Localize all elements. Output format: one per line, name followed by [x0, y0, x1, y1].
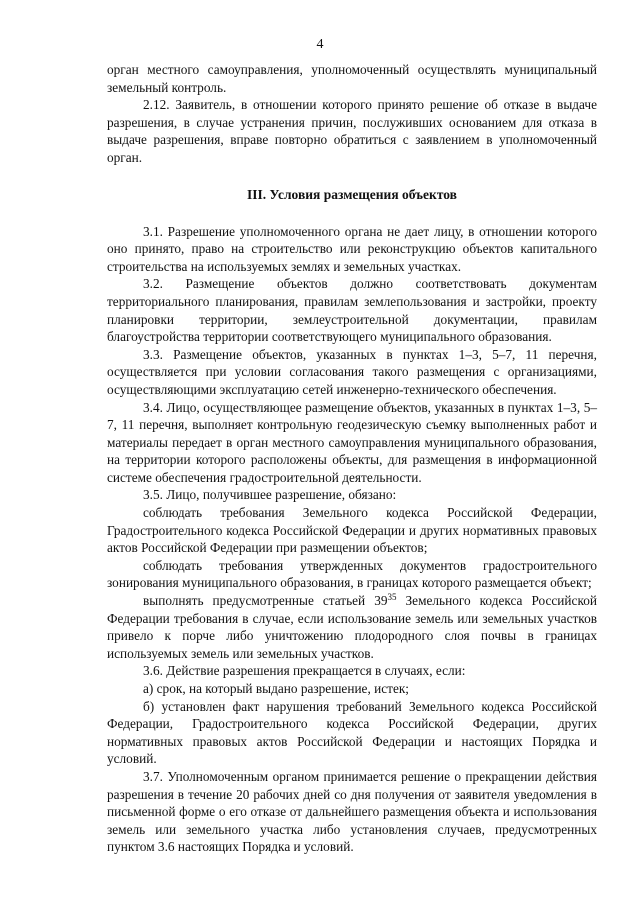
- paragraph-3-2: 3.2. Размещение объектов должно соответствовать документам территориального планирования, правилам землепользования и застройки, проекту планировки территории, землеустроительной документации, правилам благоустройства территории соответствующего муниципального образования.: [107, 276, 597, 345]
- paragraph-3-7: 3.7. Уполномоченным органом принимается решение о прекращении действия разрешения в течение 20 рабочих дней со дня получения от заявителя уведомления в письменной форме о его отказе от дальнейшего размещения объекта и использования земель или земельного участка либо установления случаев, предусмотренных пунктом 3.6 настоящих Порядка и условий.: [107, 768, 597, 855]
- paragraph-3-5-item-3: [107, 592, 597, 662]
- paragraph-3-3: 3.3. Размещение объектов, указанных в пунктах 1–3, 5–7, 11 перечня, осуществляется при условии согласования такого размещения с организациями, осуществляющими эксплуатацию сетей инженерно-технического обеспечения.: [107, 346, 597, 397]
- article-superscript: 35: [387, 592, 397, 603]
- section-heading: III. Условия размещения объектов: [247, 186, 457, 202]
- paragraph-3-5: 3.5. Лицо, получившее разрешение, обязано:: [143, 487, 397, 503]
- document-body: [107, 61, 597, 856]
- paragraph-3-6-a: а) срок, на который выдано разрешение, истек;: [143, 681, 409, 696]
- paragraph-3-4: 3.4. Лицо, осуществляющее размещение объектов, указанных в пунктах 1–3, 5–7, 11 перечня, выполняет контрольную геодезическую съемку выполненных работ и материалы передает в орган местного самоуправления муниципального образования, на территории которого расположены объекты, для размещения в информационной системе обеспечения градостроительной деятельности.: [107, 399, 597, 485]
- paragraph-3-5-item-1: соблюдать требования Земельного кодекса Российской Федерации, Градостроительного кодекса Российской Федерации и других нормативных правовых актов Российской Федерации при размещении объектов;: [107, 505, 597, 556]
- paragraph-3-1: 3.1. Разрешение уполномоченного органа не дает лицу, в отношении которого оно принято, право на строительство или реконструкцию объектов капитального строительства на используемых землях и земельных участках.: [107, 223, 597, 274]
- text-fragment: Земельного кодекса Российской Федерации требования в случае, если использование земель или земельных участков привело к порче либо уничтожению плодородного слоя почвы в границах используемых земель или земельных участков.: [107, 593, 597, 661]
- page-number: 4: [316, 37, 324, 52]
- paragraph-continuation: орган местного самоуправления, уполномоченный осуществлять муниципальный земельный контроль.: [107, 62, 597, 95]
- paragraph-3-6: 3.6. Действие разрешения прекращается в случаях, если:: [143, 663, 466, 679]
- paragraph-3-6-b: б) установлен факт нарушения требований Земельного кодекса Российской Федерации, Градостроительного кодекса Российской Федерации, других нормативных правовых актов Российской Федерации и настоящих Порядка и условий.: [107, 698, 597, 767]
- text-fragment: выполнять предусмотренные статьей 39: [143, 593, 388, 609]
- paragraph-3-5-item-2: соблюдать требования утвержденных документов градостроительного зонирования муниципального образования, в границах которого размещается объект;: [107, 557, 597, 591]
- paragraph-2-12: 2.12. Заявитель, в отношении которого принято решение об отказе в выдаче разрешения, в случае устранения причин, послуживших основанием для отказа в выдаче разрешения, вправе повторно обратиться с заявлением в уполномоченный орган.: [107, 97, 597, 165]
